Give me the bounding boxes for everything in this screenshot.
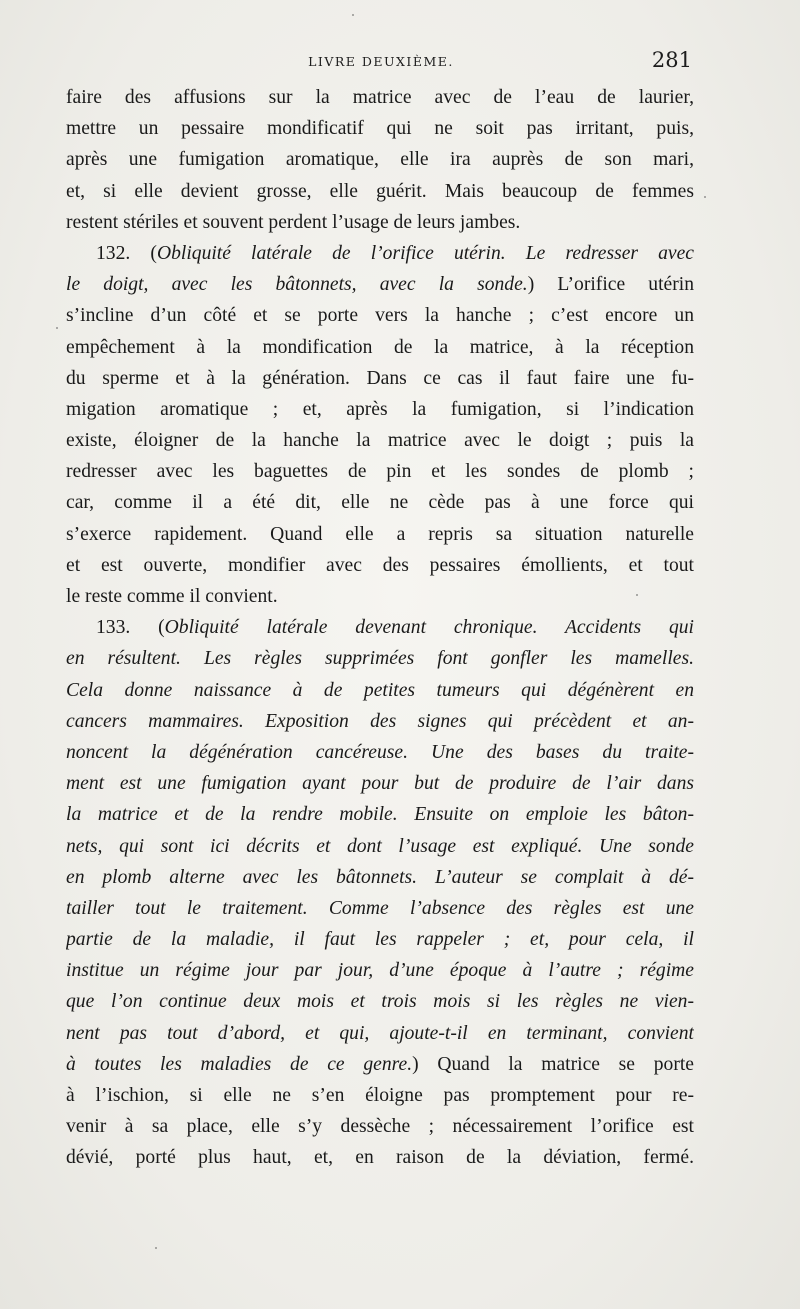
italic-text: Obliquité latérale devenant chronique. Accidents qui <box>164 617 694 639</box>
italic-text: à toutes les maladies de ce genre. <box>66 1053 413 1075</box>
italic-text: que l’on continue deux mois et trois mois si les règles ne vien- <box>66 991 694 1013</box>
text-line: s’exerce rapidement. Quand elle a repris sa situation naturelle <box>66 523 694 545</box>
italic-text: en résultent. Les règles supprimées font gonfler les mamelles. <box>66 648 694 670</box>
text-line: et, si elle devient grosse, elle guérit. Mais beaucoup de femmes <box>66 180 694 202</box>
text-line <box>66 831 694 862</box>
text-line <box>66 955 694 986</box>
text-line: du sperme et à la génération. Dans ce cas il faut faire une fu- <box>66 367 694 389</box>
text-line <box>66 238 694 269</box>
roman-text: ) L’orifice utérin <box>527 274 694 296</box>
text-line: mettre un pessaire mondificatif qui ne soit pas irritant, puis, <box>66 118 694 140</box>
text-line <box>66 799 694 830</box>
text-line: empêchement à la mondification de la matrice, à la réception <box>66 336 694 358</box>
italic-text: en plomb alterne avec les bâtonnets. L’auteur se complait à dé- <box>66 866 694 888</box>
italic-text: tailler tout le traitement. Comme l’absence des règles est une <box>66 897 694 919</box>
text-line: faire des affusions sur la matrice avec de l’eau de laurier, <box>66 87 694 108</box>
text-line: venir à sa place, elle s’y dessèche ; nécessairement l’orifice est <box>66 1116 694 1138</box>
text-line <box>66 986 694 1017</box>
paper-speck <box>704 196 706 198</box>
text-line: car, comme il a été dit, elle ne cède pas à une force qui <box>66 492 694 514</box>
roman-text: 132. ( <box>96 242 157 264</box>
paper-speck <box>56 327 58 329</box>
italic-text: nets, qui sont ici décrits et dont l’usage est expliqué. Une sonde <box>66 835 694 857</box>
text-line: s’incline d’un côté et se porte vers la hanche ; c’est encore un <box>66 305 694 327</box>
text-line <box>66 862 694 893</box>
running-title: LIVRE DEUXIÈME. <box>308 54 454 69</box>
paper-speck <box>155 1247 157 1249</box>
roman-text: 133. ( <box>96 617 165 639</box>
text-line: à l’ischion, si elle ne s’en éloigne pas promptement pour re- <box>66 1085 694 1106</box>
text-line <box>66 675 694 706</box>
text-line <box>66 706 694 737</box>
text-line: redresser avec les baguettes de pin et les sondes de plomb ; <box>66 461 694 483</box>
italic-text: ment est une fumigation ayant pour but de produire de l’air dans <box>66 773 694 795</box>
text-line <box>66 737 694 768</box>
text-line <box>66 612 694 643</box>
text-line: migation aromatique ; et, après la fumigation, si l’indication <box>66 398 694 420</box>
text-line <box>66 643 694 674</box>
text-line <box>66 768 694 799</box>
text-line: existe, éloigner de la hanche la matrice avec le doigt ; puis la <box>66 430 694 452</box>
italic-text: Obliquité latérale de l’orifice utérin. Le redresser avec <box>156 242 694 264</box>
page-number: 281 <box>651 48 692 72</box>
text-line: le reste comme il convient. <box>66 586 278 607</box>
text-line <box>66 893 694 924</box>
paper-speck <box>636 594 638 596</box>
text-line: après une fumigation aromatique, elle ira auprès de son mari, <box>66 149 694 171</box>
italic-text: le doigt, avec les bâtonnets, avec la sonde. <box>66 274 528 296</box>
italic-text: nent pas tout d’abord, et qui, ajoute-t-il en terminant, convient <box>66 1022 694 1044</box>
paper-speck <box>352 14 354 16</box>
body-text <box>66 82 694 1174</box>
italic-text: cancers mammaires. Exposition des signes qui précèdent et an- <box>66 710 694 732</box>
roman-text: ) Quand la matrice se porte <box>412 1053 694 1075</box>
italic-text: Cela donne naissance à de petites tumeurs qui dégénèrent en <box>66 679 694 701</box>
text-line: et est ouverte, mondifier avec des pessaires émollients, et tout <box>66 554 694 576</box>
text-line <box>66 269 694 300</box>
italic-text: institue un régime jour par jour, d’une époque à l’autre ; régime <box>66 960 694 982</box>
italic-text: partie de la maladie, il faut les rappeler ; et, pour cela, il <box>66 929 694 951</box>
text-line: restent stériles et souvent perdent l’usage de leurs jambes. <box>66 211 521 233</box>
text-line <box>66 924 694 955</box>
text-line: dévié, porté plus haut, et, en raison de la déviation, fermé. <box>66 1147 694 1169</box>
text-line <box>66 1049 694 1080</box>
text-line <box>66 1018 694 1049</box>
italic-text: la matrice et de la rendre mobile. Ensuite on emploie les bâton- <box>66 804 694 826</box>
italic-text: noncent la dégénération cancéreuse. Une des bases du traite- <box>66 741 694 763</box>
running-head <box>66 48 696 76</box>
